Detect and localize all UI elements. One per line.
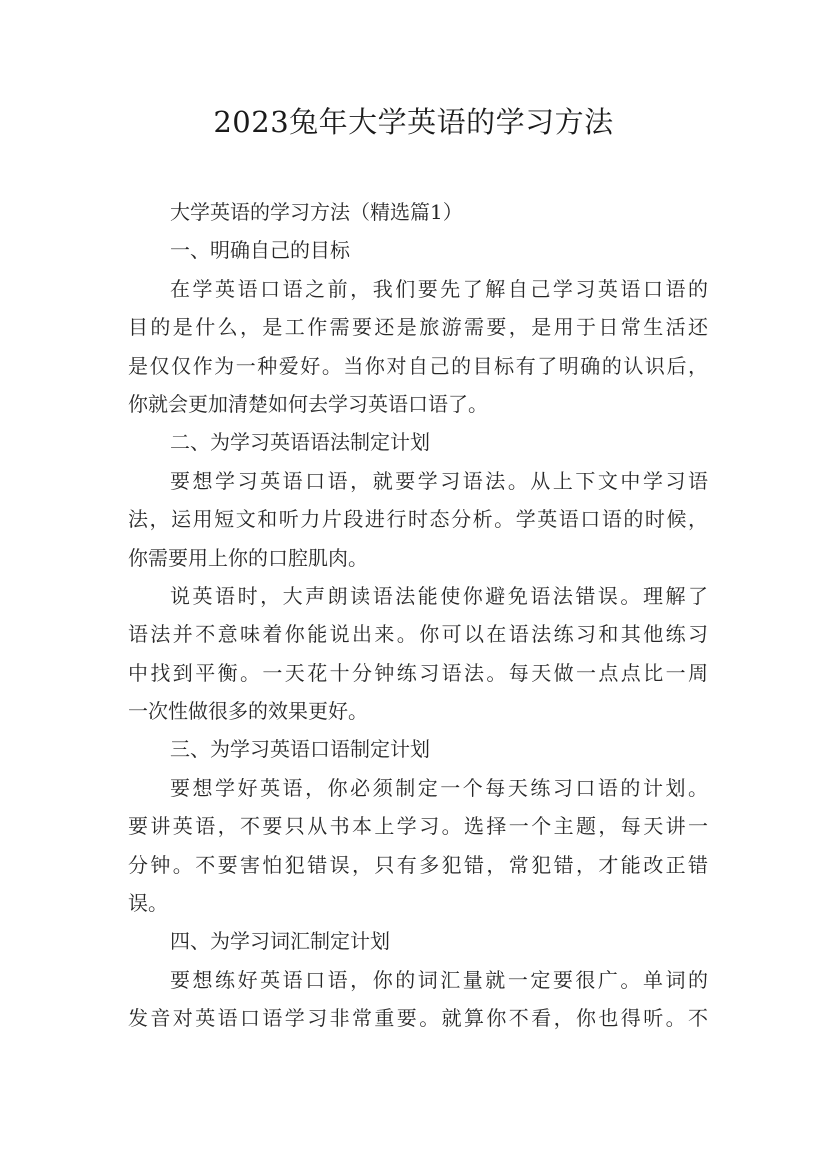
subsection-heading: 一、明确自己的目标 — [170, 238, 350, 263]
paragraph-line: 说英语时，大声朗读语法能使你避免语法错误。理解了 — [170, 583, 708, 608]
subsection-heading: 三、为学习英语口语制定计划 — [170, 737, 430, 762]
paragraph-line: 发音对英语口语学习非常重要。就算你不看，你也得听。不 — [128, 1006, 708, 1031]
paragraph-line: 法，运用短文和听力片段进行时态分析。学英语口语的时候， — [128, 507, 708, 532]
paragraph-line: 是仅仅作为一种爱好。当你对自己的目标有了明确的认识后， — [128, 353, 708, 378]
paragraph-line: 中找到平衡。一天花十分钟练习语法。每天做一点点比一周 — [128, 660, 708, 685]
paragraph-line: 要想练好英语口语，你的词汇量就一定要很广。单词的 — [170, 967, 708, 992]
subsection-heading: 四、为学习词汇制定计划 — [170, 929, 390, 954]
paragraph-line: 要想学习英语口语，就要学习语法。从上下文中学习语 — [170, 468, 708, 493]
document-body — [128, 193, 708, 1038]
paragraph-line: 要讲英语，不要只从书本上学习。选择一个主题，每天讲一 — [128, 814, 708, 839]
paragraph-line: 语法并不意味着你能说出来。你可以在语法练习和其他练习 — [128, 622, 708, 647]
paragraph-line: 目的是什么，是工作需要还是旅游需要，是用于日常生活还 — [128, 315, 708, 340]
paragraph-line: 你就会更加清楚如何去学习英语口语了。 — [128, 391, 488, 416]
section-heading: 大学英语的学习方法（精选篇1） — [170, 200, 463, 224]
paragraph-line: 误。 — [128, 891, 168, 916]
paragraph-line: 在学英语口语之前，我们要先了解自己学习英语口语的 — [170, 276, 708, 301]
paragraph-line: 要想学好英语，你必须制定一个每天练习口语的计划。 — [170, 775, 708, 800]
paragraph-line: 一次性做很多的效果更好。 — [128, 699, 368, 724]
subsection-heading: 二、为学习英语语法制定计划 — [170, 430, 430, 455]
paragraph-line: 分钟。不要害怕犯错误，只有多犯错，常犯错，才能改正错 — [128, 852, 708, 877]
paragraph-line: 你需要用上你的口腔肌肉。 — [128, 545, 368, 570]
document-title: 2023兔年大学英语的学习方法 — [213, 105, 614, 139]
